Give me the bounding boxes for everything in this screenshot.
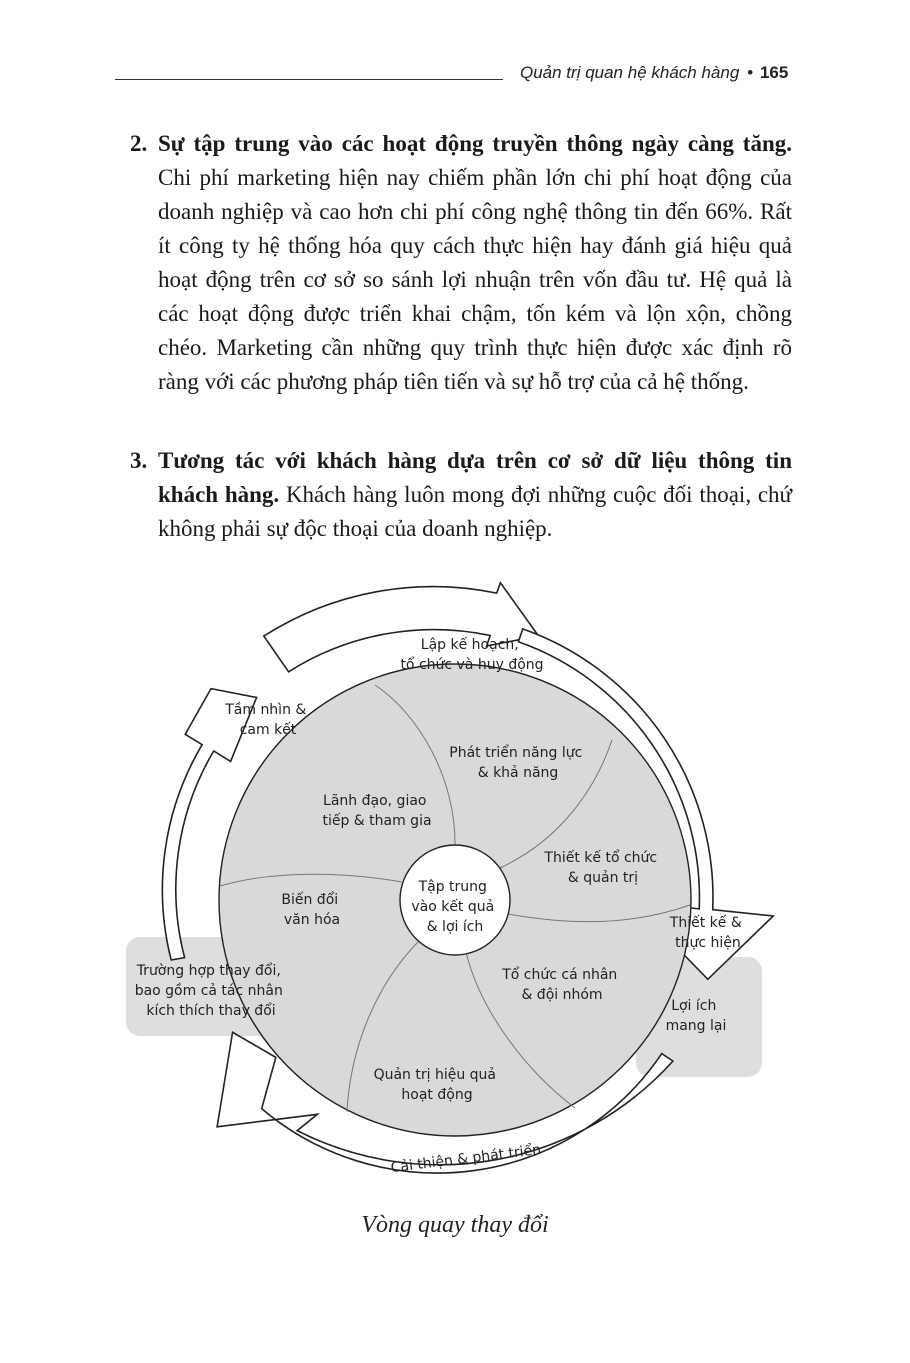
running-head bbox=[520, 63, 788, 83]
arrow-planning-label: Lập kế hoạch, tổ chức và huy động bbox=[400, 637, 544, 673]
item-heading: Tương tác với khách hàng dựa trên cơ sở dữ liệu thông tin khách hàng. bbox=[158, 448, 792, 507]
item-paragraph bbox=[158, 444, 792, 546]
item-heading: Sự tập trung vào các hoạt động truyền thông ngày càng tăng. bbox=[158, 131, 792, 156]
header-bullet: • bbox=[747, 63, 754, 82]
figure-caption: Vòng quay thay đổi bbox=[361, 1212, 549, 1238]
list-item-3 bbox=[130, 444, 792, 546]
segment-org-design-label: Thiết kế tổ chức & quản trị bbox=[544, 850, 658, 886]
item-number: 2. bbox=[130, 131, 148, 156]
page-number: 165 bbox=[759, 63, 789, 82]
segment-culture-label: Biến đổi văn hóa bbox=[281, 892, 341, 928]
item-paragraph bbox=[158, 127, 792, 399]
arrow-design-label: Thiết kế & thực hiện bbox=[669, 915, 742, 951]
header-rule bbox=[115, 79, 503, 80]
arrow-improve-label: Cải thiện & phát triển bbox=[389, 1141, 542, 1177]
change-wheel-diagram bbox=[0, 560, 910, 1200]
item-number: 3. bbox=[130, 448, 148, 473]
segment-performance-label: Quản trị hiệu quả hoạt động bbox=[373, 1067, 496, 1103]
benefits-label: Lợi ích mang lại bbox=[665, 998, 727, 1034]
running-title: Quản trị quan hệ khách hàng bbox=[520, 63, 740, 82]
center-label: Tập trung vào kết quả & lợi ích bbox=[411, 879, 495, 935]
segment-team-label: Tổ chức cá nhân & đội nhóm bbox=[502, 967, 618, 1003]
item-text: Khách hàng luôn mong đợi những cuộc đối thoại, chứ không phải sự độc thoại của doanh nghiệp. bbox=[158, 482, 792, 541]
change-case-label: Trường hợp thay đổi, bao gồm cả tác nhân kích thích thay đổi bbox=[134, 963, 283, 1019]
segment-leadership-label: Lãnh đạo, giao tiếp & tham gia bbox=[322, 793, 432, 829]
arrow-vision-label: Tầm nhìn & cam kết bbox=[225, 702, 307, 738]
segment-capability-label: Phát triển năng lực & khả năng bbox=[449, 745, 583, 781]
item-text: Chi phí marketing hiện nay chiếm phần lớn chi phí hoạt động của doanh nghiệp và cao hơn chi phí công nghệ thông tin đến 66%. Rất ít công ty hệ thống hóa quy cách thực hiện hay đánh giá hiệu quả hoạt động trên cơ sở so sánh lợi nhuận trên vốn đầu tư. Hệ quả là các hoạt động được triển khai chậm, tốn kém và lộn xộn, chồng chéo. Marketing cần những quy trình thực hiện được xác định rõ ràng với các phương pháp tiên tiến và sự hỗ trợ của cả hệ thống. bbox=[158, 165, 792, 394]
list-item-2 bbox=[130, 127, 792, 399]
